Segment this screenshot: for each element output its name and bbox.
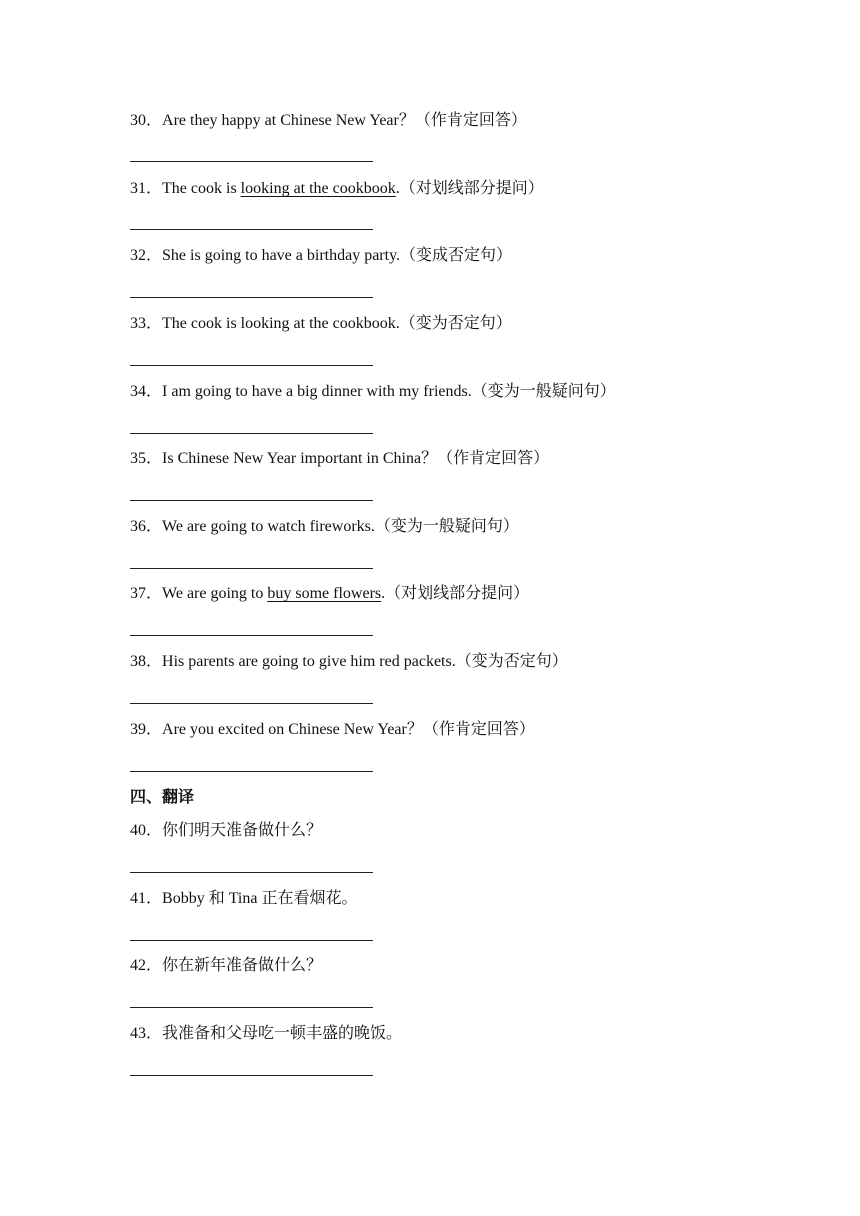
- question-number: 37．: [130, 585, 163, 602]
- answer-line[interactable]: [130, 500, 373, 501]
- question-number: 31．: [130, 180, 163, 197]
- underlined-phrase: buy some flowers: [267, 585, 382, 602]
- answer-line[interactable]: [130, 297, 373, 298]
- question-text: 你在新年准备做什么？: [162, 957, 323, 974]
- question-text: 你们明天准备做什么？: [162, 822, 323, 839]
- question-instruction: （作肯定回答）: [414, 112, 527, 129]
- question-text: 我准备和父母吃一顿丰盛的晚饭。: [162, 1025, 403, 1042]
- question-40: [130, 821, 322, 841]
- question-instruction: （变为否定句）: [455, 653, 568, 670]
- answer-line[interactable]: [130, 703, 373, 704]
- question-text: His parents are going to give him red packets.: [162, 653, 456, 670]
- question-number: 35．: [130, 450, 163, 467]
- question-30: [130, 111, 527, 131]
- question-36: [130, 517, 519, 537]
- answer-line[interactable]: [130, 229, 373, 230]
- question-text: The cook is: [162, 180, 241, 197]
- answer-line[interactable]: [130, 161, 373, 162]
- answer-line[interactable]: [130, 1075, 373, 1076]
- question-32: [130, 246, 512, 266]
- question-text: Is Chinese New Year important in China？: [162, 450, 438, 467]
- question-text: Are you excited on Chinese New Year？: [162, 721, 423, 738]
- question-number: 42．: [130, 957, 163, 974]
- question-35: [130, 449, 549, 469]
- question-39: [130, 720, 535, 740]
- question-42: [130, 956, 322, 976]
- answer-line[interactable]: [130, 771, 373, 772]
- question-34: [130, 382, 616, 402]
- question-text: Bobby 和 Tina 正在看烟花。: [162, 890, 358, 907]
- question-number: 41．: [130, 890, 163, 907]
- question-instruction: （作肯定回答）: [437, 450, 550, 467]
- question-number: 38．: [130, 653, 163, 670]
- question-instruction: （作肯定回答）: [422, 721, 535, 738]
- question-38: [130, 652, 568, 672]
- question-number: 40．: [130, 822, 163, 839]
- question-43: [130, 1024, 402, 1044]
- question-37: [130, 584, 529, 604]
- underlined-phrase: looking at the cookbook: [240, 180, 396, 197]
- answer-line[interactable]: [130, 872, 373, 873]
- answer-line[interactable]: [130, 568, 373, 569]
- question-instruction: （变为一般疑问句）: [471, 383, 616, 400]
- answer-line[interactable]: [130, 365, 373, 366]
- answer-line[interactable]: [130, 433, 373, 434]
- question-instruction: .（对划线部分提问）: [395, 180, 544, 197]
- question-number: 34．: [130, 383, 163, 400]
- question-instruction: （变为一般疑问句）: [374, 518, 519, 535]
- question-text: Are they happy at Chinese New Year？: [162, 112, 415, 129]
- question-number: 43．: [130, 1025, 163, 1042]
- question-number: 33．: [130, 315, 163, 332]
- question-instruction: .（对划线部分提问）: [381, 585, 530, 602]
- question-number: 30．: [130, 112, 163, 129]
- question-33: [130, 314, 512, 334]
- question-number: 39．: [130, 721, 163, 738]
- section-title: 四、翻译: [130, 787, 195, 806]
- answer-line[interactable]: [130, 1007, 373, 1008]
- question-text: I am going to have a big dinner with my friends.: [162, 383, 472, 400]
- question-41: [130, 889, 357, 909]
- question-text: We are going to watch fireworks.: [162, 518, 375, 535]
- answer-line[interactable]: [130, 635, 373, 636]
- question-instruction: （变为否定句）: [399, 315, 512, 332]
- question-number: 36．: [130, 518, 163, 535]
- answer-line[interactable]: [130, 940, 373, 941]
- question-text: She is going to have a birthday party.: [162, 247, 401, 264]
- question-text: We are going to: [162, 585, 268, 602]
- question-31: [130, 179, 544, 199]
- question-instruction: （变成否定句）: [400, 247, 513, 264]
- question-text: The cook is looking at the cookbook.: [162, 315, 400, 332]
- question-number: 32．: [130, 247, 163, 264]
